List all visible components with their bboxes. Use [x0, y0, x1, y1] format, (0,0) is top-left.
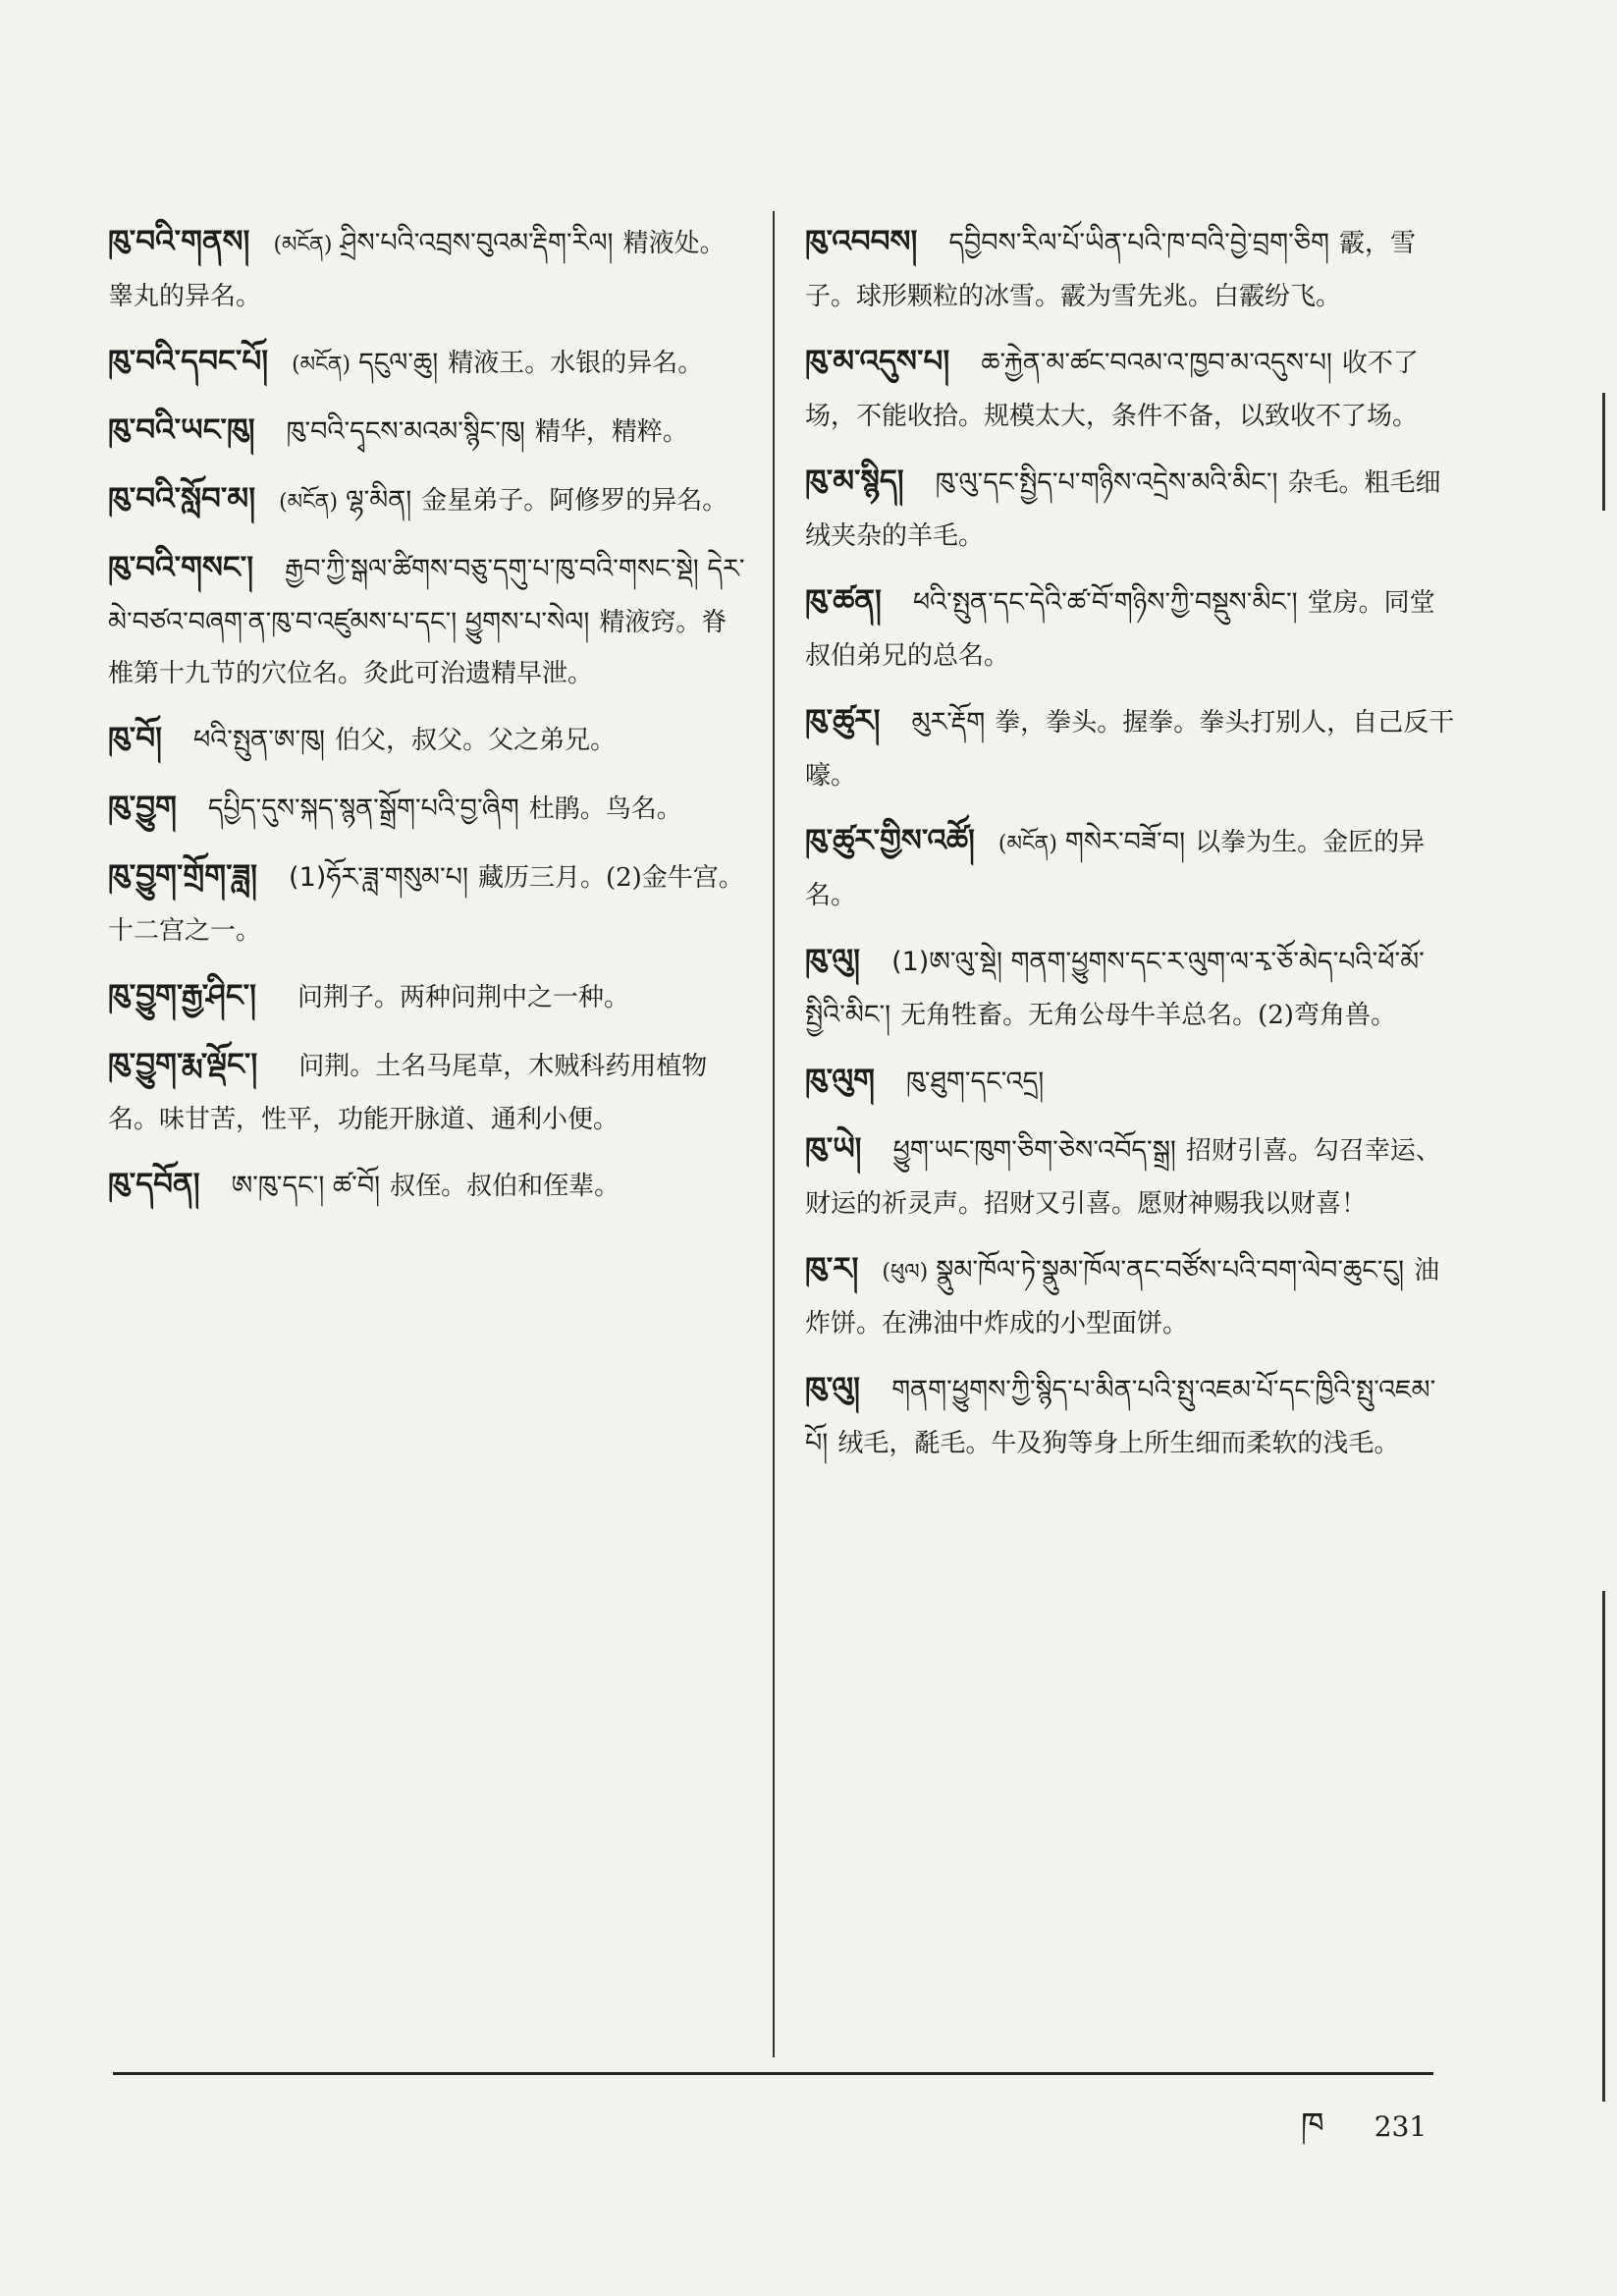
tibetan-definition: དངུལ་ཆུ། [358, 348, 439, 378]
dictionary-entry [108, 405, 746, 460]
tibetan-definition: ཁུ་ལུ་དང་སྤྱིད་པ་གཉིས་འདྲེས་མའི་མིང་། [935, 467, 1278, 498]
chinese-definition: 堂房。同堂叔伯弟兄的总名。 [805, 588, 1435, 671]
headword: ཁུ་ཚུར། [805, 703, 881, 738]
tibetan-definition: རྒྱབ་ཀྱི་སྒལ་ཚིགས་བཅུ་དགུ་པ་ཁུ་བའི་གསང་སྡེ། དེར་མེ་བཙའ་བཞག་ན་ཁུ་བ་འཛུམས་པ་དང་། ཕྱུགས་པ་སེལ། [108, 554, 745, 637]
chinese-definition: 油炸饼。在沸油中炸成的小型面饼。 [805, 1256, 1440, 1339]
dictionary-entry [108, 336, 746, 391]
headword: ཁུ་འབབས། [805, 224, 918, 259]
tibetan-definition: ཁུ་ཐུག་དང་འདྲ། [906, 1066, 1045, 1097]
dictionary-entry [805, 575, 1458, 682]
headword: ཁུ་ལུ། [805, 1371, 861, 1406]
headword: ཁུ་བྱུག [108, 790, 177, 825]
headword: ཁུ་བྱུག་རྒྱ་ཤིང་། [108, 978, 256, 1013]
chinese-definition: 拳，拳头。握拳。拳头打别人，自己反干嚎。 [805, 708, 1455, 791]
page-footer [1301, 2087, 1427, 2181]
tibetan-definition: ཕའི་སྤུན་དང་དེའི་ཚ་བོ་གཉིས་ཀྱི་བསྡུས་མིང་། [912, 587, 1298, 618]
dictionary-entry [805, 695, 1458, 801]
dictionary-entry [805, 216, 1458, 322]
headword: ཁུ་ལུ། [805, 943, 861, 978]
tibetan-definition: མུར་རྡོག [911, 707, 986, 738]
tibetan-definition: ལྷ་མིན། [346, 485, 412, 516]
chinese-definition: 招财引喜。勾召幸运、财运的祈灵声。招财又引喜。愿财神赐我以财喜！ [805, 1136, 1441, 1219]
dictionary-entry [108, 713, 746, 768]
dictionary-entry [108, 970, 746, 1025]
headword: ཁུ་བོ། [108, 721, 162, 756]
headword: ཁུ་མ་འདུས་པ། [805, 344, 950, 379]
chinese-definition: 精华，精粹。 [534, 417, 688, 447]
headword: ཁུ་ཡེ། [805, 1131, 862, 1167]
dictionary-entry [805, 815, 1458, 921]
dictionary-entry [108, 850, 746, 957]
dictionary-entry [108, 216, 746, 322]
dictionary-entry [805, 336, 1458, 442]
dictionary-entry [108, 782, 746, 837]
chinese-definition: 叔侄。叔伯和侄辈。 [390, 1172, 620, 1201]
chinese-definition: 霰，雪子。球形颗粒的冰雪。霰为雪先兆。白霰纷飞。 [805, 229, 1416, 311]
tibetan-definition: གནག་ཕྱུགས་ཀྱི་སྙིད་པ་མིན་པའི་སྤུ་འཇམ་པོ་དང་ཁྱིའི་སྤུ་འཇམ་པོ། [805, 1375, 1436, 1458]
headword: ཁུ་དབོན། [108, 1167, 200, 1202]
chinese-definition: 问荆子。两种问荆中之一种。 [296, 983, 629, 1012]
headword: ཁུ་བའི་སློབ་མ། [108, 481, 256, 517]
tibetan-definition: ཨ་ཁུ་དང་། ཚ་བོ། [231, 1171, 381, 1201]
chinese-definition: 精液王。水银的异名。 [448, 349, 704, 378]
dictionary-entry [108, 1039, 746, 1145]
headword: ཁུ་བྱུག་གྲོག་ཟླ། [108, 858, 258, 894]
tibetan-definition: ཕའི་སྤུན་ཨ་ཁུ། [192, 725, 326, 755]
section-letter: ཁ [1301, 2105, 1324, 2145]
dictionary-entry [805, 456, 1458, 562]
page-number: 231 [1374, 2110, 1428, 2143]
tibetan-definition: ཕྱུག་ཡང་ཁུག་ཅིག་ཅེས་འབོད་སྒྲ། [892, 1135, 1176, 1166]
dictionary-entry [805, 1363, 1458, 1469]
chinese-definition: 以拳为生。金匠的异名。 [805, 828, 1426, 910]
right-column [805, 216, 1458, 1483]
tibetan-definition: གསེར་བཟོ་བ། [1064, 827, 1186, 857]
chinese-definition: 无角牲畜。无角公母牛羊总名。(2)弯角兽。 [900, 1001, 1396, 1030]
headword: ཁུ་ལུག [805, 1063, 875, 1098]
headword: ཁུ་བྱུག་རྨ་ལྡོང་། [108, 1047, 258, 1082]
headword: ཁུ་བའི་དབང་པོ། [108, 344, 269, 379]
left-column [108, 216, 746, 1228]
chinese-definition: 杂毛。粗毛细绒夹杂的羊毛。 [805, 468, 1441, 551]
dictionary-entry [108, 473, 746, 528]
headword: ཁུ་ཚན། [805, 583, 882, 619]
headword: ཁུ་བའི་ཡང་ཁུ། [108, 412, 255, 448]
edge-thumb-marks [1602, 393, 1605, 511]
chinese-definition: 金星弟子。阿修罗的异名。 [421, 486, 728, 516]
chinese-definition: 精液窍。脊椎第十九节的穴位名。灸此可治遗精早泄。 [108, 608, 728, 688]
tibetan-definition: (1)ཨ་ལུ་སྡེ། གནག་ཕྱུགས་དང་ར་ལུག་ལ་རྭ་ཅོ་མེད་པའི་ཕོ་མོ་སྤྱིའི་མིང་། [805, 947, 1425, 1030]
chinese-definition: 问荆。土名马尾草，木贼科药用植物名。味甘苦，性平，功能开脉道、通利小便。 [108, 1052, 708, 1134]
chinese-definition: 收不了场，不能收拾。规模太大，条件不备，以致收不了场。 [805, 349, 1419, 431]
chinese-definition: 藏历三月。(2)金牛宫。十二宫之一。 [108, 863, 744, 946]
tibetan-definition: ཤྲིས་པའི་འབྲས་བུའམ་རྡིག་རིལ། [340, 228, 614, 258]
dictionary-entry [805, 935, 1458, 1041]
chinese-definition: 精液处。睾丸的异名。 [108, 229, 726, 311]
edge-thumb-marks [1602, 1591, 1605, 2102]
dictionary-entry [805, 1243, 1458, 1349]
source-tag: (མངོན) [279, 490, 339, 515]
dictionary-entry [108, 1159, 746, 1214]
tibetan-definition: (1)ཧོར་ཟླ་གསུམ་པ། [289, 862, 468, 893]
headword: ཁུ་བའི་གནས། [108, 224, 250, 259]
dictionary-entry [805, 1123, 1458, 1230]
headword: ཁུ་བའི་གསང་། [108, 550, 254, 585]
dictionary-entry [805, 1055, 1458, 1110]
column-divider [773, 211, 775, 2057]
headword: ཁུ་ཚུར་གྱིས་འཚོ། [805, 823, 975, 858]
chinese-definition: 绒毛，氄毛。牛及狗等身上所生细而柔软的浅毛。 [837, 1429, 1400, 1458]
tibetan-definition: ཁུ་བའི་དྭངས་མའམ་སྙིང་ཁུ། [286, 416, 525, 447]
source-tag: (ཕུལ) [882, 1260, 929, 1285]
chinese-definition: 杜鹃。鸟名。 [528, 794, 682, 824]
headword: ཁུ་ར། [805, 1251, 859, 1286]
chinese-definition: 伯父，叔父。父之弟兄。 [335, 726, 617, 755]
tibetan-definition: ཆ་རྐྱེན་མ་ཚང་བའམ་འ་ཁྱབ་མ་འདུས་པ། [981, 348, 1332, 378]
dictionary-entry [108, 542, 746, 699]
tibetan-definition: དབྱིབས་རིལ་པོ་ཡིན་པའི་ཁ་བའི་བྱེ་བྲག་ཅིག [948, 228, 1329, 258]
source-tag: (མངོན) [273, 233, 333, 257]
tibetan-definition: དཔྱིད་དུས་སྐད་སྙན་སྒྲོག་པའི་བྱ་ཞིག [207, 793, 519, 824]
footer-rule [113, 2072, 1433, 2075]
tibetan-definition: སྣུམ་ཁོལ་ཏེ་སྣུམ་ཁོལ་ནང་བཙོས་པའི་བག་ལེབ་ཆུང་ངུ། [936, 1255, 1405, 1285]
source-tag: (མངོན) [997, 832, 1057, 856]
source-tag: (མངོན) [292, 353, 351, 377]
headword: ཁུ་མ་སྙིད། [805, 464, 904, 499]
